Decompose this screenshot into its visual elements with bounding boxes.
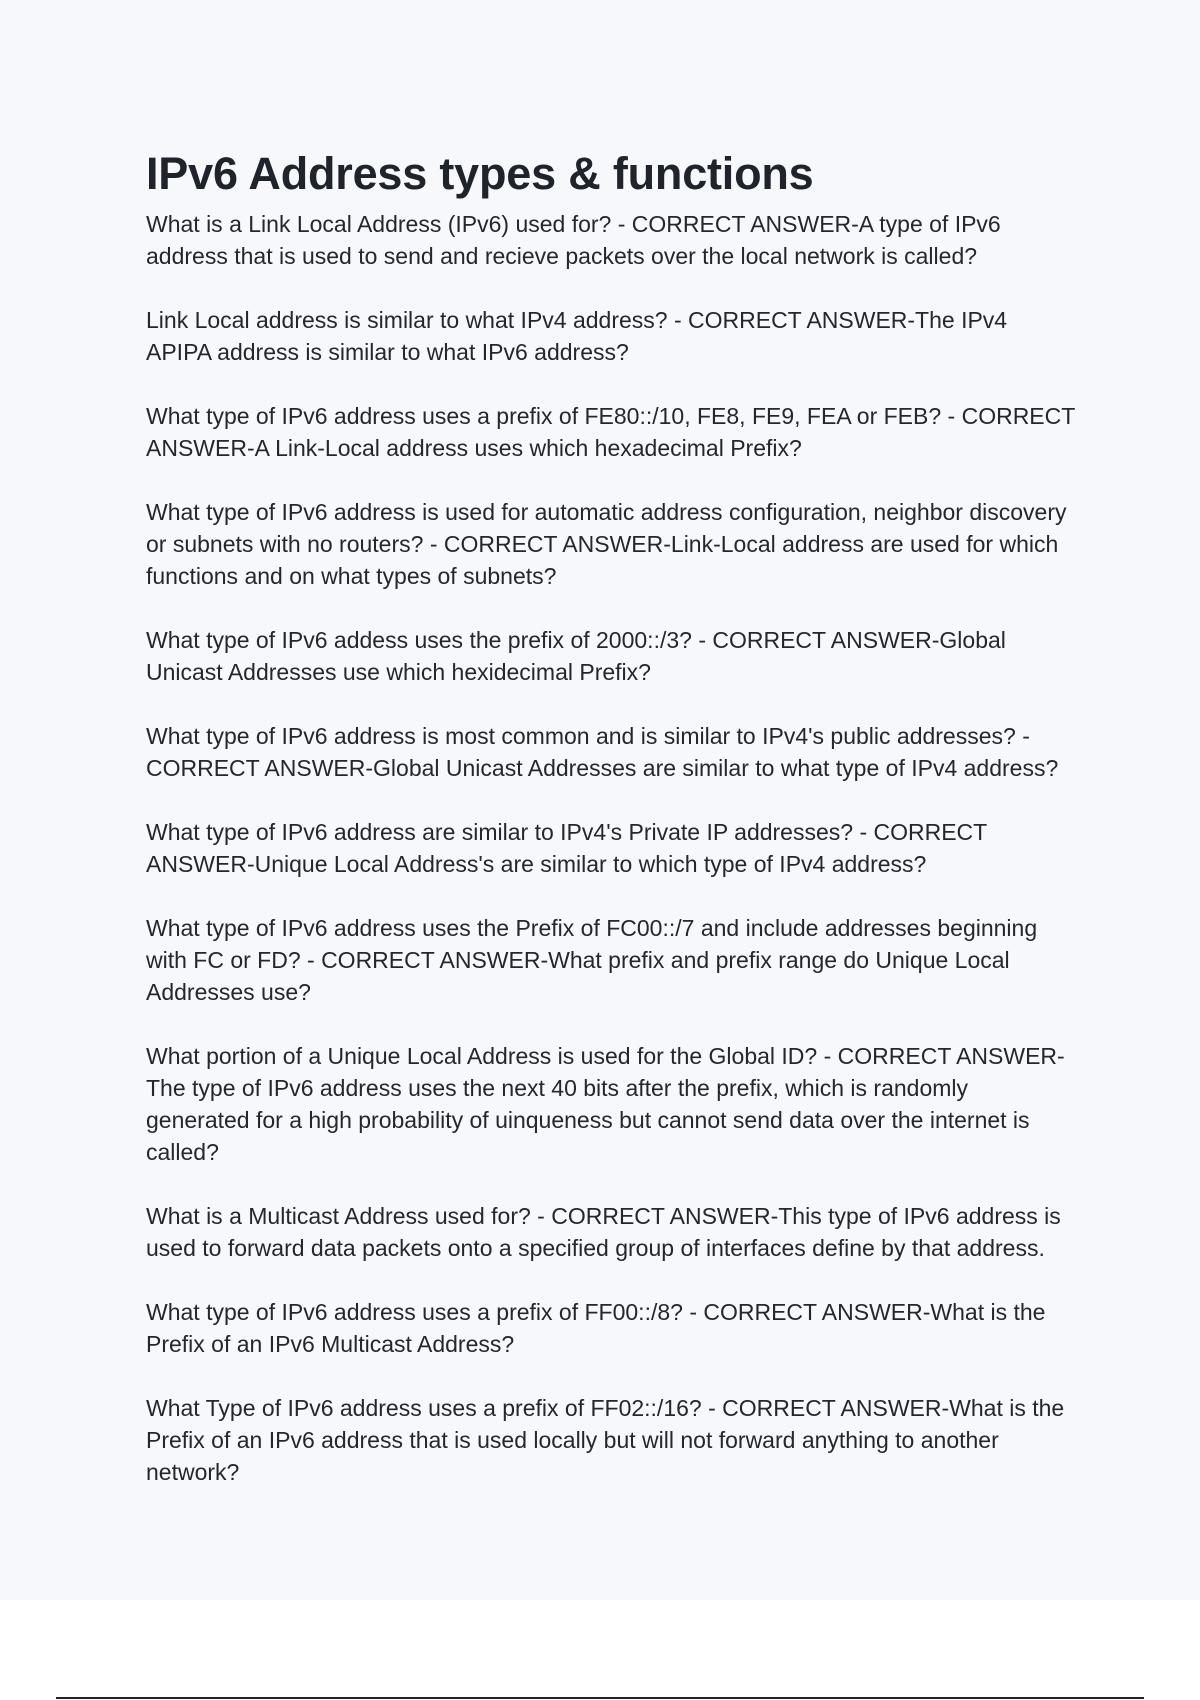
qa-item: What type of IPv6 address uses a prefix of FF00::/8? - CORRECT ANSWER-What is the Prefix of an IPv6 Multicast Address? [146,1299,1046,1357]
qa-item: What type of IPv6 address is most common and is similar to IPv4's public addresses? - CORRECT ANSWER-Global Unicast Addresses are similar to what type of IPv4 address? [146,723,1059,781]
qa-item: What type of IPv6 address is used for automatic address configuration, neighbor discovery or subnets with no routers? - CORRECT ANSWER-Link-Local address are used for which functions and on what types of subnets? [146,499,1067,589]
qa-item: What type of IPv6 address uses a prefix of FE80::/10, FE8, FE9, FEA or FEB? - CORRECT ANSWER-A Link-Local address uses which hexadecimal Prefix? [146,403,1075,461]
qa-item: What type of IPv6 address are similar to IPv4's Private IP addresses? - CORRECT ANSWER-Unique Local Address's are similar to which type of IPv4 address? [146,819,987,877]
qa-item: What type of IPv6 addess uses the prefix of 2000::/3? - CORRECT ANSWER-Global Unicast Addresses use which hexidecimal Prefix? [146,627,1006,685]
qa-item: What is a Multicast Address used for? - CORRECT ANSWER-This type of IPv6 address is used to forward data packets onto a specified group of interfaces define by that address. [146,1203,1061,1261]
qa-item: Link Local address is similar to what IPv4 address? - CORRECT ANSWER-The IPv4 APIPA address is similar to what IPv6 address? [146,307,1008,365]
document-title: IPv6 Address types & functions [146,148,814,199]
qa-item: What portion of a Unique Local Address is used for the Global ID? - CORRECT ANSWER-The type of IPv6 address uses the next 40 bits after the prefix, which is randomly generated for a high probability of uinqueness but cannot send data over the internet is called? [146,1043,1065,1165]
qa-item: What Type of IPv6 address uses a prefix of FF02::/16? - CORRECT ANSWER-What is the Prefix of an IPv6 address that is used locally but will not forward anything to another network? [146,1395,1065,1485]
qa-item: What is a Link Local Address (IPv6) used for? - CORRECT ANSWER-A type of IPv6 address that is used to send and recieve packets over the local network is called? [146,211,1001,269]
qa-item: What type of IPv6 address uses the Prefix of FC00::/7 and include addresses beginning with FC or FD? - CORRECT ANSWER-What prefix and prefix range do Unique Local Addresses use? [146,915,1038,1005]
qa-list [146,208,1076,1488]
bottom-rule [56,1697,1144,1699]
document-body [146,144,1076,1520]
